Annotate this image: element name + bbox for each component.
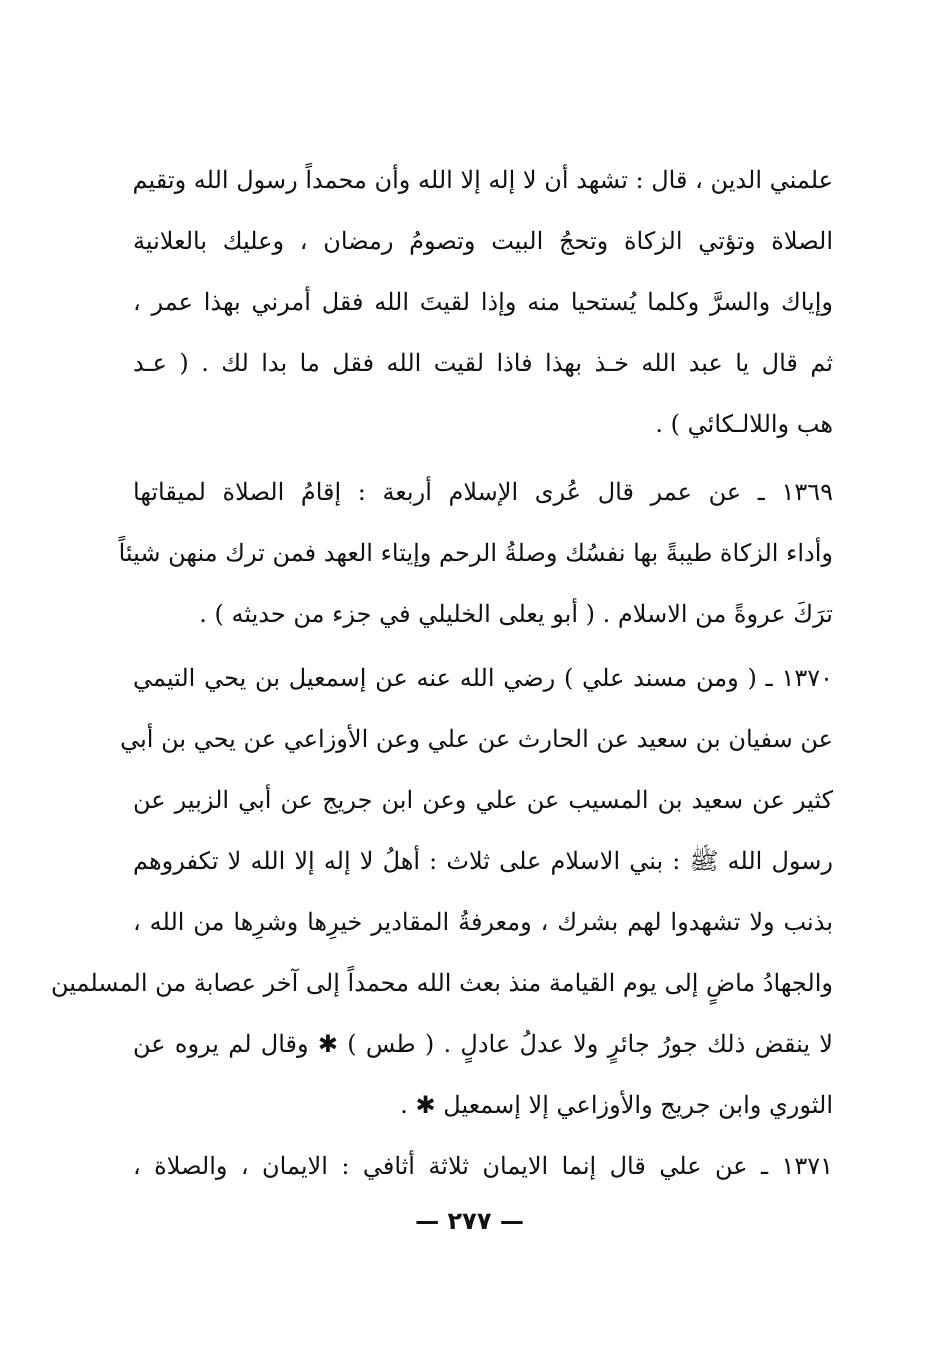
paragraph-continuation xyxy=(133,150,833,455)
text-line: ١٣٧١ ـ عن علي قال إنما الايمان ثلاثة أثافي : الايمان ، والصلاة ، xyxy=(133,1152,833,1180)
text-line: ترَكَ عروةً من الاسلام . ( أبو يعلى الخليلي في جزء من حديثه ) . xyxy=(199,600,833,628)
text-line: الثوري وابن جريج والأوزاعي إلا إسمعيل ✱ . xyxy=(400,1091,833,1119)
page-number: — ٢٧٧ — xyxy=(415,1207,524,1235)
text-line: رسول الله ﷺ : بني الاسلام على ثلاث : أهلُ لا إله إلا الله لا تكفروهم xyxy=(133,847,834,875)
paragraph-1370 xyxy=(50,648,834,1136)
paragraph-1371 xyxy=(133,1136,833,1197)
text-line: عن سفيان بن سعيد عن الحارث عن علي وعن الأوزاعي عن يحي بن أبي xyxy=(120,725,833,753)
text-line: وأداء الزكاة طيبةً بها نفسُك وصلةُ الرحم وإيتاء العهد فمن ترك منهن شيئاً xyxy=(118,539,833,567)
text-line: لا ينقض ذلك جورُ جائرٍ ولا عدلُ عادلٍ . ( طس ) ✱ وقال لم يروه عن xyxy=(133,1030,833,1058)
text-line: وإياك والسرَّ وكلما يُستحيا منه وإذا لقيتَ الله فقل أمرني بهذا عمر ، xyxy=(133,288,833,316)
paragraph-1369 xyxy=(118,462,833,645)
text-line: ثم قال يا عبد الله خـذ بهذا فاذا لقيت الله فقل ما بدا لك . ( عـد xyxy=(133,349,833,377)
text-line: كثير عن سعيد بن المسيب عن علي وعن ابن جريج عن أبي الزبير عن xyxy=(133,786,833,814)
text-line: علمني الدين ، قال : تشهد أن لا إله إلا الله وأن محمداً رسول الله وتقيم xyxy=(132,166,833,194)
text-line: ١٣٧٠ ـ ( ومن مسند علي ) رضي الله عنه عن إسمعيل بن يحي التيمي xyxy=(133,664,833,692)
text-line: الصلاة وتؤتي الزكاة وتحجُ البيت وتصومُ رمضان ، وعليك بالعلانية xyxy=(133,227,833,255)
text-line: هب واللالـكائي ) . xyxy=(655,410,833,438)
text-line: بذنب ولا تشهدوا لهم بشرك ، ومعرفةُ المقادير خيرِها وشرِها من الله ، xyxy=(133,908,833,936)
text-line: والجهادُ ماضٍ إلى يوم القيامة منذ بعث الله محمداً إلى آخر عصابة من المسلمين xyxy=(50,969,833,997)
text-line: ١٣٦٩ ـ عن عمر قال عُرى الإسلام أربعة : إقامُ الصلاة لميقاتها xyxy=(133,478,833,506)
